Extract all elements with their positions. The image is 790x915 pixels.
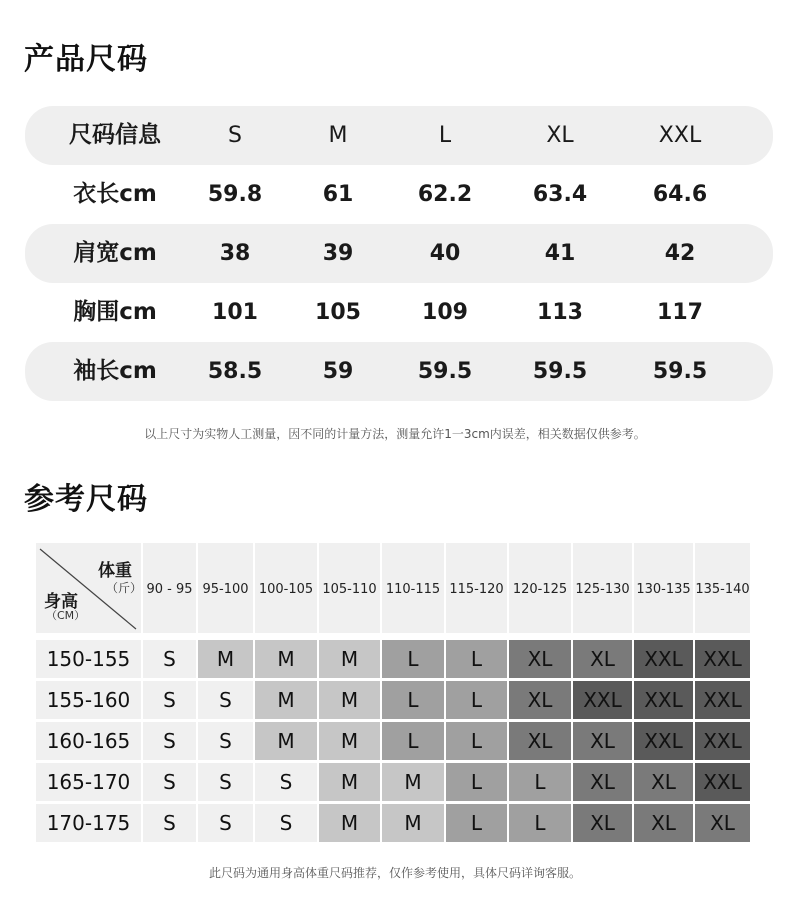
height-row-header: 165-170 <box>36 763 141 801</box>
size-table <box>25 106 773 401</box>
size-table-cell: 40 <box>429 241 461 266</box>
size-recommendation-cell: XXL <box>695 763 750 801</box>
size-recommendation-cell: M <box>319 681 380 719</box>
size-recommendation-cell: XXL <box>695 722 750 760</box>
size-table-row-label: 尺码信息 <box>69 122 161 148</box>
size-table-cell: M <box>328 123 348 148</box>
size-recommendation-cell: S <box>143 763 196 801</box>
size-recommendation-cell: XL <box>634 763 693 801</box>
weight-axis-label: 体重 <box>98 561 132 581</box>
size-table-cell: L <box>438 123 452 148</box>
size-recommendation-cell: XXL <box>634 722 693 760</box>
size-table-row <box>25 342 773 401</box>
size-recommendation-cell: S <box>143 640 196 678</box>
weight-column-header: 95-100 <box>198 543 253 633</box>
size-recommendation-cell: S <box>255 763 317 801</box>
recommendation-note: 此尺码为通用身高体重尺码推荐，仅作参考使用，具体尺码详询客服。 <box>208 866 581 880</box>
size-recommendation-cell: XL <box>573 804 632 842</box>
weight-column-header: 100-105 <box>255 543 317 633</box>
size-table-cell: 117 <box>657 300 703 325</box>
size-table-row-label: 袖长cm <box>73 358 157 384</box>
size-recommendation-cell: M <box>255 640 317 678</box>
size-recommendation-cell: L <box>382 681 444 719</box>
size-recommendation-cell: M <box>319 722 380 760</box>
height-axis-unit: （CM） <box>46 609 86 622</box>
size-table-cell: 42 <box>664 241 696 266</box>
size-recommendation-cell: XL <box>509 722 571 760</box>
size-recommendation-cell: XXL <box>634 640 693 678</box>
size-table-cell: 58.5 <box>207 359 263 384</box>
size-recommendation-cell: S <box>198 681 253 719</box>
size-recommendation-cell: M <box>319 640 380 678</box>
size-table-row-label: 衣长cm <box>73 181 157 207</box>
size-recommendation-cell: XL <box>573 763 632 801</box>
size-recommendation-cell: XL <box>573 722 632 760</box>
size-table-cell: 38 <box>219 241 251 266</box>
height-row-header: 150-155 <box>36 640 141 678</box>
size-recommendation-cell: M <box>255 681 317 719</box>
size-recommendation-cell: XXL <box>634 681 693 719</box>
size-table-header-row <box>25 106 773 165</box>
height-row-header: 170-175 <box>36 804 141 842</box>
size-table-row <box>25 224 773 283</box>
size-table-cell: 105 <box>315 300 361 325</box>
size-table-cell: 59 <box>322 359 354 384</box>
size-recommendation-cell: L <box>509 804 571 842</box>
size-recommendation-cell: XXL <box>695 640 750 678</box>
weight-axis-unit: （斤） <box>106 581 143 595</box>
size-recommendation-cell: XL <box>573 640 632 678</box>
size-recommendation-cell: XXL <box>573 681 632 719</box>
size-recommendation-cell: S <box>198 722 253 760</box>
size-recommendation-cell: XL <box>509 640 571 678</box>
size-table-row <box>25 283 773 342</box>
size-recommendation-cell: S <box>143 722 196 760</box>
weight-column-header: 130-135 <box>634 543 693 633</box>
size-recommendation-cell: L <box>382 640 444 678</box>
weight-column-header: 115-120 <box>446 543 507 633</box>
weight-column-header: 105-110 <box>319 543 380 633</box>
size-recommendation-cell: XL <box>634 804 693 842</box>
size-recommendation-cell: L <box>382 722 444 760</box>
size-table-cell: 59.5 <box>532 359 588 384</box>
size-recommendation-cell: M <box>255 722 317 760</box>
size-table-row-label: 肩宽cm <box>73 240 157 266</box>
size-recommendation-cell: L <box>509 763 571 801</box>
size-table-cell: 109 <box>422 300 468 325</box>
size-table-cell: 63.4 <box>532 182 588 207</box>
size-recommendation-cell: L <box>446 804 507 842</box>
size-recommendation-cell: M <box>319 804 380 842</box>
size-recommendation-cell: S <box>255 804 317 842</box>
size-recommendation-cell: XL <box>695 804 750 842</box>
size-table-cell: 61 <box>322 182 354 207</box>
weight-column-header: 90 - 95 <box>143 543 196 633</box>
size-table-row-label: 胸围cm <box>73 299 157 325</box>
size-table-cell: 39 <box>322 241 354 266</box>
size-table-cell: S <box>228 123 242 148</box>
size-recommendation-cell: M <box>382 763 444 801</box>
size-recommendation-grid <box>36 543 750 843</box>
size-recommendation-cell: M <box>198 640 253 678</box>
size-recommendation-cell: S <box>143 804 196 842</box>
weight-column-header: 120-125 <box>509 543 571 633</box>
size-recommendation-cell: M <box>382 804 444 842</box>
size-recommendation-cell: XL <box>509 681 571 719</box>
weight-column-header: 110-115 <box>382 543 444 633</box>
size-table-cell: 59.8 <box>207 182 263 207</box>
measurement-note: 以上尺寸为实物人工测量，因不同的计量方法，测量允许1一3cm内误差，相关数据仅供参考。 <box>144 427 646 441</box>
size-recommendation-cell: L <box>446 763 507 801</box>
size-recommendation-cell: L <box>446 681 507 719</box>
weight-column-header: 135-140 <box>695 543 750 633</box>
size-recommendation-cell: S <box>143 681 196 719</box>
size-recommendation-cell: S <box>198 763 253 801</box>
height-row-header: 160-165 <box>36 722 141 760</box>
size-table-cell: XXL <box>658 123 702 148</box>
product-size-title: 产品尺码 <box>24 42 148 77</box>
size-recommendation-cell: M <box>319 763 380 801</box>
weight-column-header: 125-130 <box>573 543 632 633</box>
size-table-cell: 62.2 <box>417 182 473 207</box>
size-table-cell: 101 <box>212 300 258 325</box>
size-table-cell: 41 <box>544 241 576 266</box>
size-table-cell: 59.5 <box>652 359 708 384</box>
height-axis-label: 身高 <box>44 592 78 612</box>
size-recommendation-cell: XXL <box>695 681 750 719</box>
reference-size-title: 参考尺码 <box>24 482 148 517</box>
size-recommendation-cell: S <box>198 804 253 842</box>
grid-corner-header <box>36 543 141 633</box>
size-table-cell: 59.5 <box>417 359 473 384</box>
size-recommendation-cell: L <box>446 722 507 760</box>
size-table-cell: 64.6 <box>652 182 708 207</box>
size-recommendation-cell: L <box>446 640 507 678</box>
height-row-header: 155-160 <box>36 681 141 719</box>
size-table-cell: 113 <box>537 300 583 325</box>
size-table-cell: XL <box>546 123 574 148</box>
size-table-row <box>25 165 773 224</box>
